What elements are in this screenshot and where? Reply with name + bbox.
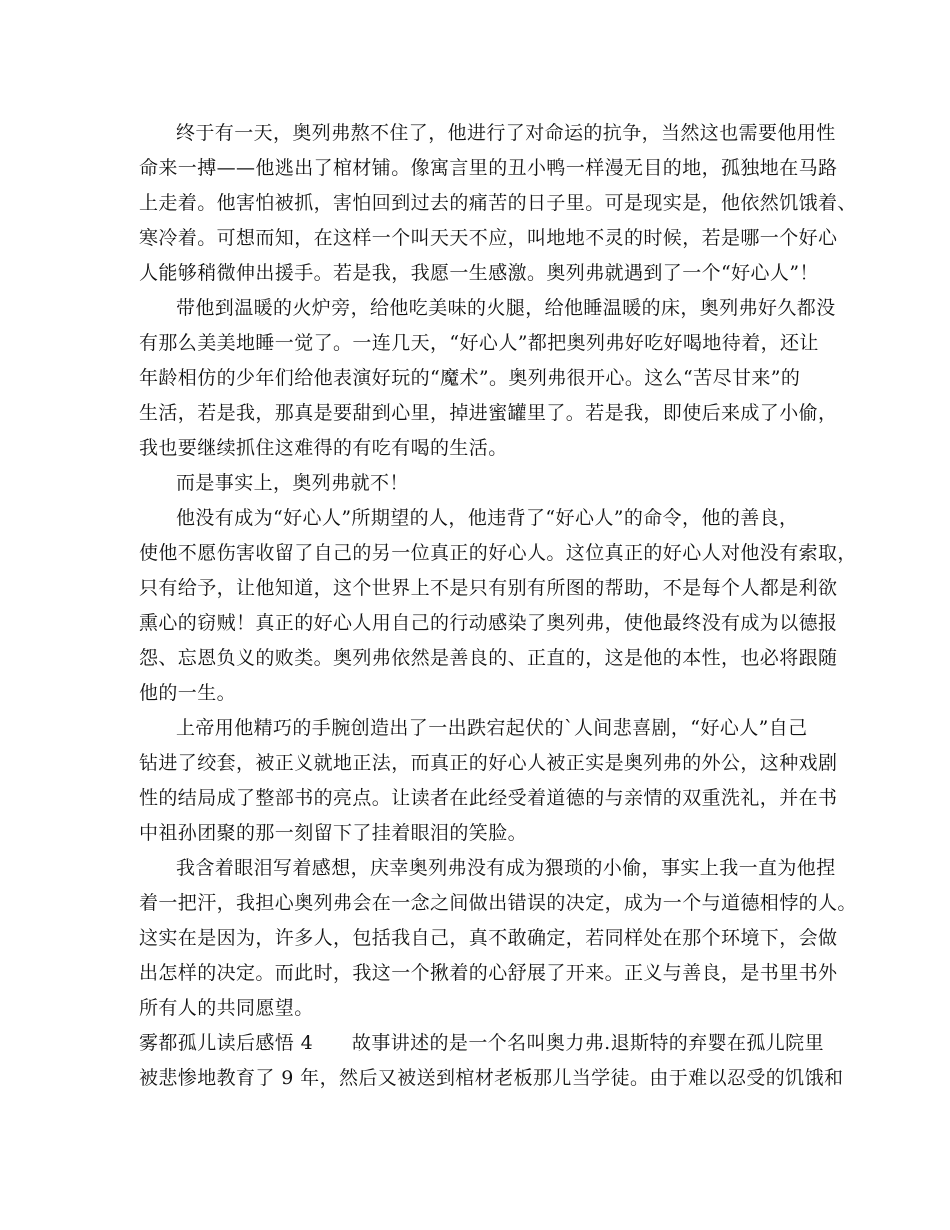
text-line: 出怎样的决定。而此时，我这一个揪着的心舒展了开来。正义与善良，是书里书外 bbox=[139, 962, 838, 984]
text-line: 我含着眼泪写着感想，庆幸奥列弗没有成为猥琐的小偷，事实上我一直为他捏 bbox=[176, 857, 836, 879]
text-line: 着一把汗，我担心奥列弗会在一念之间做出错误的决定，成为一个与道德相悖的人。 bbox=[139, 892, 857, 914]
text-line: 上走着。他害怕被抓，害怕回到过去的痛苦的日子里。可是现实是，他依然饥饿着、 bbox=[139, 192, 857, 214]
text-line: 命来一搏——他逃出了棺材铺。像寓言里的丑小鸭一样漫无目的地，孤独地在马路 bbox=[139, 157, 838, 179]
text-line: 被悲惨地教育了 9 年，然后又被送到棺材老板那儿当学徒。由于难以忍受的饥饿和 bbox=[139, 1067, 844, 1089]
text-line: 寒冷着。可想而知，在这样一个叫天天不应，叫地地不灵的时候，若是哪一个好心 bbox=[139, 227, 838, 249]
text-line: 上帝用他精巧的手腕创造出了一出跌宕起伏的`人间悲喜剧，“好心人”自己 bbox=[176, 717, 808, 739]
text-line: 而是事实上，奥列弗就不！ bbox=[176, 472, 409, 494]
text-line: 性的结局成了整部书的亮点。让读者在此经受着道德的与亲情的双重洗礼，并在书 bbox=[139, 787, 838, 809]
text-line: 生活，若是我，那真是要甜到心里，掉进蜜罐里了。若是我，即使后来成了小偷， bbox=[139, 402, 838, 424]
text-line: 他没有成为“好心人”所期望的人，他违背了“好心人”的命令，他的善良， bbox=[176, 507, 799, 529]
text-line: 我也要继续抓住这难得的有吃有喝的生活。 bbox=[139, 437, 508, 459]
text-line: 人能够稍微伸出援手。若是我，我愿一生感激。奥列弗就遇到了一个“好心人”！ bbox=[139, 262, 819, 284]
text-line: 只有给予，让他知道，这个世界上不是只有别有所图的帮助，不是每个人都是利欲 bbox=[139, 577, 838, 599]
text-line: 雾都孤儿读后感悟 4 故事讲述的是一个名叫奥力弗.退斯特的弃婴在孤儿院里 bbox=[139, 1032, 824, 1054]
text-line: 使他不愿伤害收留了自己的另一位真正的好心人。这位真正的好心人对他没有索取， bbox=[139, 542, 857, 564]
text-line: 年龄相仿的少年们给他表演好玩的“魔术”。奥列弗很开心。这么“苦尽甘来”的 bbox=[139, 367, 801, 389]
text-line: 他的一生。 bbox=[139, 682, 237, 704]
text-line: 钻进了绞套，被正义就地正法，而真正的好心人被正实是奥列弗的外公，这种戏剧 bbox=[139, 752, 838, 774]
text-line: 怨、忘恩负义的败类。奥列弗依然是善良的、正直的，这是他的本性，也必将跟随 bbox=[139, 647, 838, 669]
text-line: 所有人的共同愿望。 bbox=[139, 997, 314, 1019]
text-line: 带他到温暖的火炉旁，给他吃美味的火腿，给他睡温暖的床，奥列弗好久都没 bbox=[176, 297, 836, 319]
text-line: 有那么美美地睡一觉了。一连几天，“好心人”都把奥列弗好吃好喝地待着，还让 bbox=[139, 332, 819, 354]
text-line: 熏心的窃贼！真正的好心人用自己的行动感染了奥列弗，使他最终没有成为以德报 bbox=[139, 612, 838, 634]
text-line: 这实在是因为，许多人，包括我自己，真不敢确定，若同样处在那个环境下，会做 bbox=[139, 927, 838, 949]
text-line: 终于有一天，奥列弗熬不住了，他进行了对命运的抗争，当然这也需要他用性 bbox=[176, 122, 836, 144]
text-line: 中祖孙团聚的那一刻留下了挂着眼泪的笑脸。 bbox=[139, 822, 528, 844]
